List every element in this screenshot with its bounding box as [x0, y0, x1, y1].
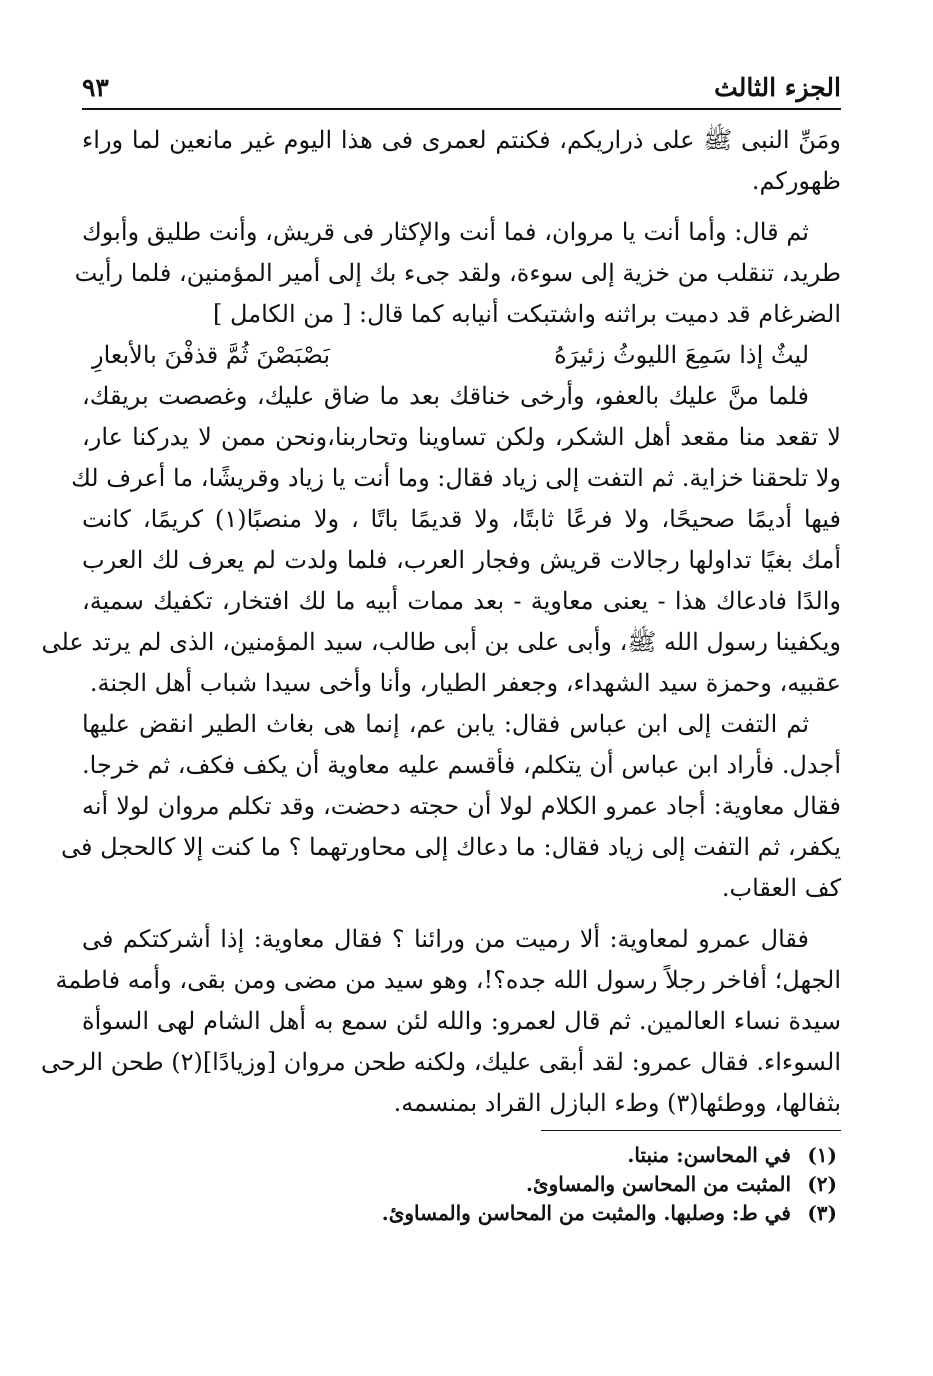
text-line: بثفالها، ووطئها(٣) وطء البازل القراد بمنسمه.: [393, 1089, 841, 1117]
footnote-divider: [541, 1130, 841, 1131]
footnote-text: المثبت من المحاسن والمساوئ.: [525, 1172, 791, 1196]
footnote: [82, 1170, 837, 1199]
text-line: والدًا فادعاك هذا - يعنى معاوية - بعد ممات أبيه ما لك افتخار، تكفيك سمية،: [82, 587, 841, 615]
footnote-mark: (١): [807, 1143, 837, 1167]
text-line: طريد، تنقلب من خزية إلى سوءة، ولقد جىء بك إلى أمير المؤمنين، فلما رأيت: [74, 259, 841, 287]
page-header: [82, 62, 841, 110]
text-line: الضرغام قد دميت براثنه واشتبكت أنيابه كما قال: [ من الكامل ]: [213, 300, 841, 328]
page-number: ٩٣: [82, 73, 109, 102]
poetry-verse: [82, 335, 841, 376]
text-line: فلما منَّ عليك بالعفو، وأرخى خناقك بعد ما ضاق عليك، وغصصت بريقك،: [82, 382, 809, 410]
footnote: [82, 1141, 837, 1170]
text-line: أمك بغيًا تداولها رجالات قريش وفجار العرب، فلما ولدت لم يعرف لك العرب: [82, 546, 841, 574]
text-line: الجهل؛ أفاخر رجلاً رسول الله جده؟!، وهو سيد من مضى ومن بقى، وأمه فاطمة: [55, 966, 841, 994]
text-line: ثم قال: وأما أنت يا مروان، فما أنت والإكثار فى قريش، وأنت طليق وأبوك: [82, 218, 809, 246]
text-line: يكفر، ثم التفت إلى زياد فقال: ما دعاك إلى محاورتهما ؟ ما كنت إلا كالحجل فى: [61, 833, 841, 861]
text-line: سيدة نساء العالمين. ثم قال لعمرو: والله لئن سمع به أهل الشام لهى السوأة: [82, 1007, 841, 1035]
text-line: ويكفينا رسول الله ﷺ، وأبى على بن أبى طالب، سيد المؤمنين، الذى لم يرتد على: [41, 628, 841, 656]
text-line: عقبيه، وحمزة سيد الشهداء، وجعفر الطيار، وأنا وأخى سيدا شباب أهل الجنة.: [89, 669, 841, 697]
verse-hemistich-first: ليثٌ إذا سَمِعَ الليوثُ زئيرَهُ: [554, 341, 809, 369]
running-title: الجزء الثالث: [714, 73, 841, 102]
footnote: [82, 1199, 837, 1228]
text-line: ومَنِّ النبى ﷺ على ذراريكم، فكنتم لعمرى فى هذا اليوم غير مانعين لما وراء: [82, 126, 841, 154]
main-text: [41, 120, 842, 1124]
text-line: ظهوركم.: [751, 167, 841, 195]
text-line: فيها أديمًا صحيحًا، ولا فرعًا ثابتًا، ولا قديمًا باتًا ، ولا منصبًا(١) كريمًا، كانت: [82, 505, 842, 533]
text-line: السوءاء. فقال عمرو: لقد أبقى عليك، ولكنه طحن مروان [وزيادًا](٢) طحن الرحى: [41, 1048, 841, 1076]
text-line: أجدل. فأراد ابن عباس أن يتكلم، فأقسم عليه معاوية أن يكف فكف، ثم خرجا.: [82, 751, 841, 779]
verse-hemistich-second: بَصْبَصْنَ ثُمَّ قذفْنَ بالأبعارِ: [92, 341, 331, 369]
text-line: كف العقاب.: [721, 874, 841, 902]
footnote-mark: (٣): [807, 1201, 837, 1225]
text-line: ولا تلحقنا خزاية. ثم التفت إلى زياد فقال: وما أنت يا زياد وقريشًا، ما أعرف لك: [71, 464, 841, 492]
text-line: فقال معاوية: أجاد عمرو الكلام لولا أن حجته دحضت، وقد تكلم مروان لولا أنه: [82, 792, 841, 820]
footnote-mark: (٢): [807, 1172, 837, 1196]
text-line: فقال عمرو لمعاوية: ألا رميت من ورائنا ؟ فقال معاوية: إذا أشركتكم فى: [82, 925, 809, 953]
text-line: ثم التفت إلى ابن عباس فقال: يابن عم، إنما هى بغاث الطير انقض عليها: [82, 710, 809, 738]
footnotes: [82, 1141, 841, 1228]
text-line: لا تقعد منا مقعد أهل الشكر، ولكن تساوينا وتحاربنا،ونحن ممن لا يدركنا عار،: [82, 423, 841, 451]
footnote-text: في المحاسن: منبتا.: [627, 1143, 791, 1167]
footnote-text: في ط: وصلبها. والمثبت من المحاسن والمساوئ.: [381, 1201, 791, 1225]
